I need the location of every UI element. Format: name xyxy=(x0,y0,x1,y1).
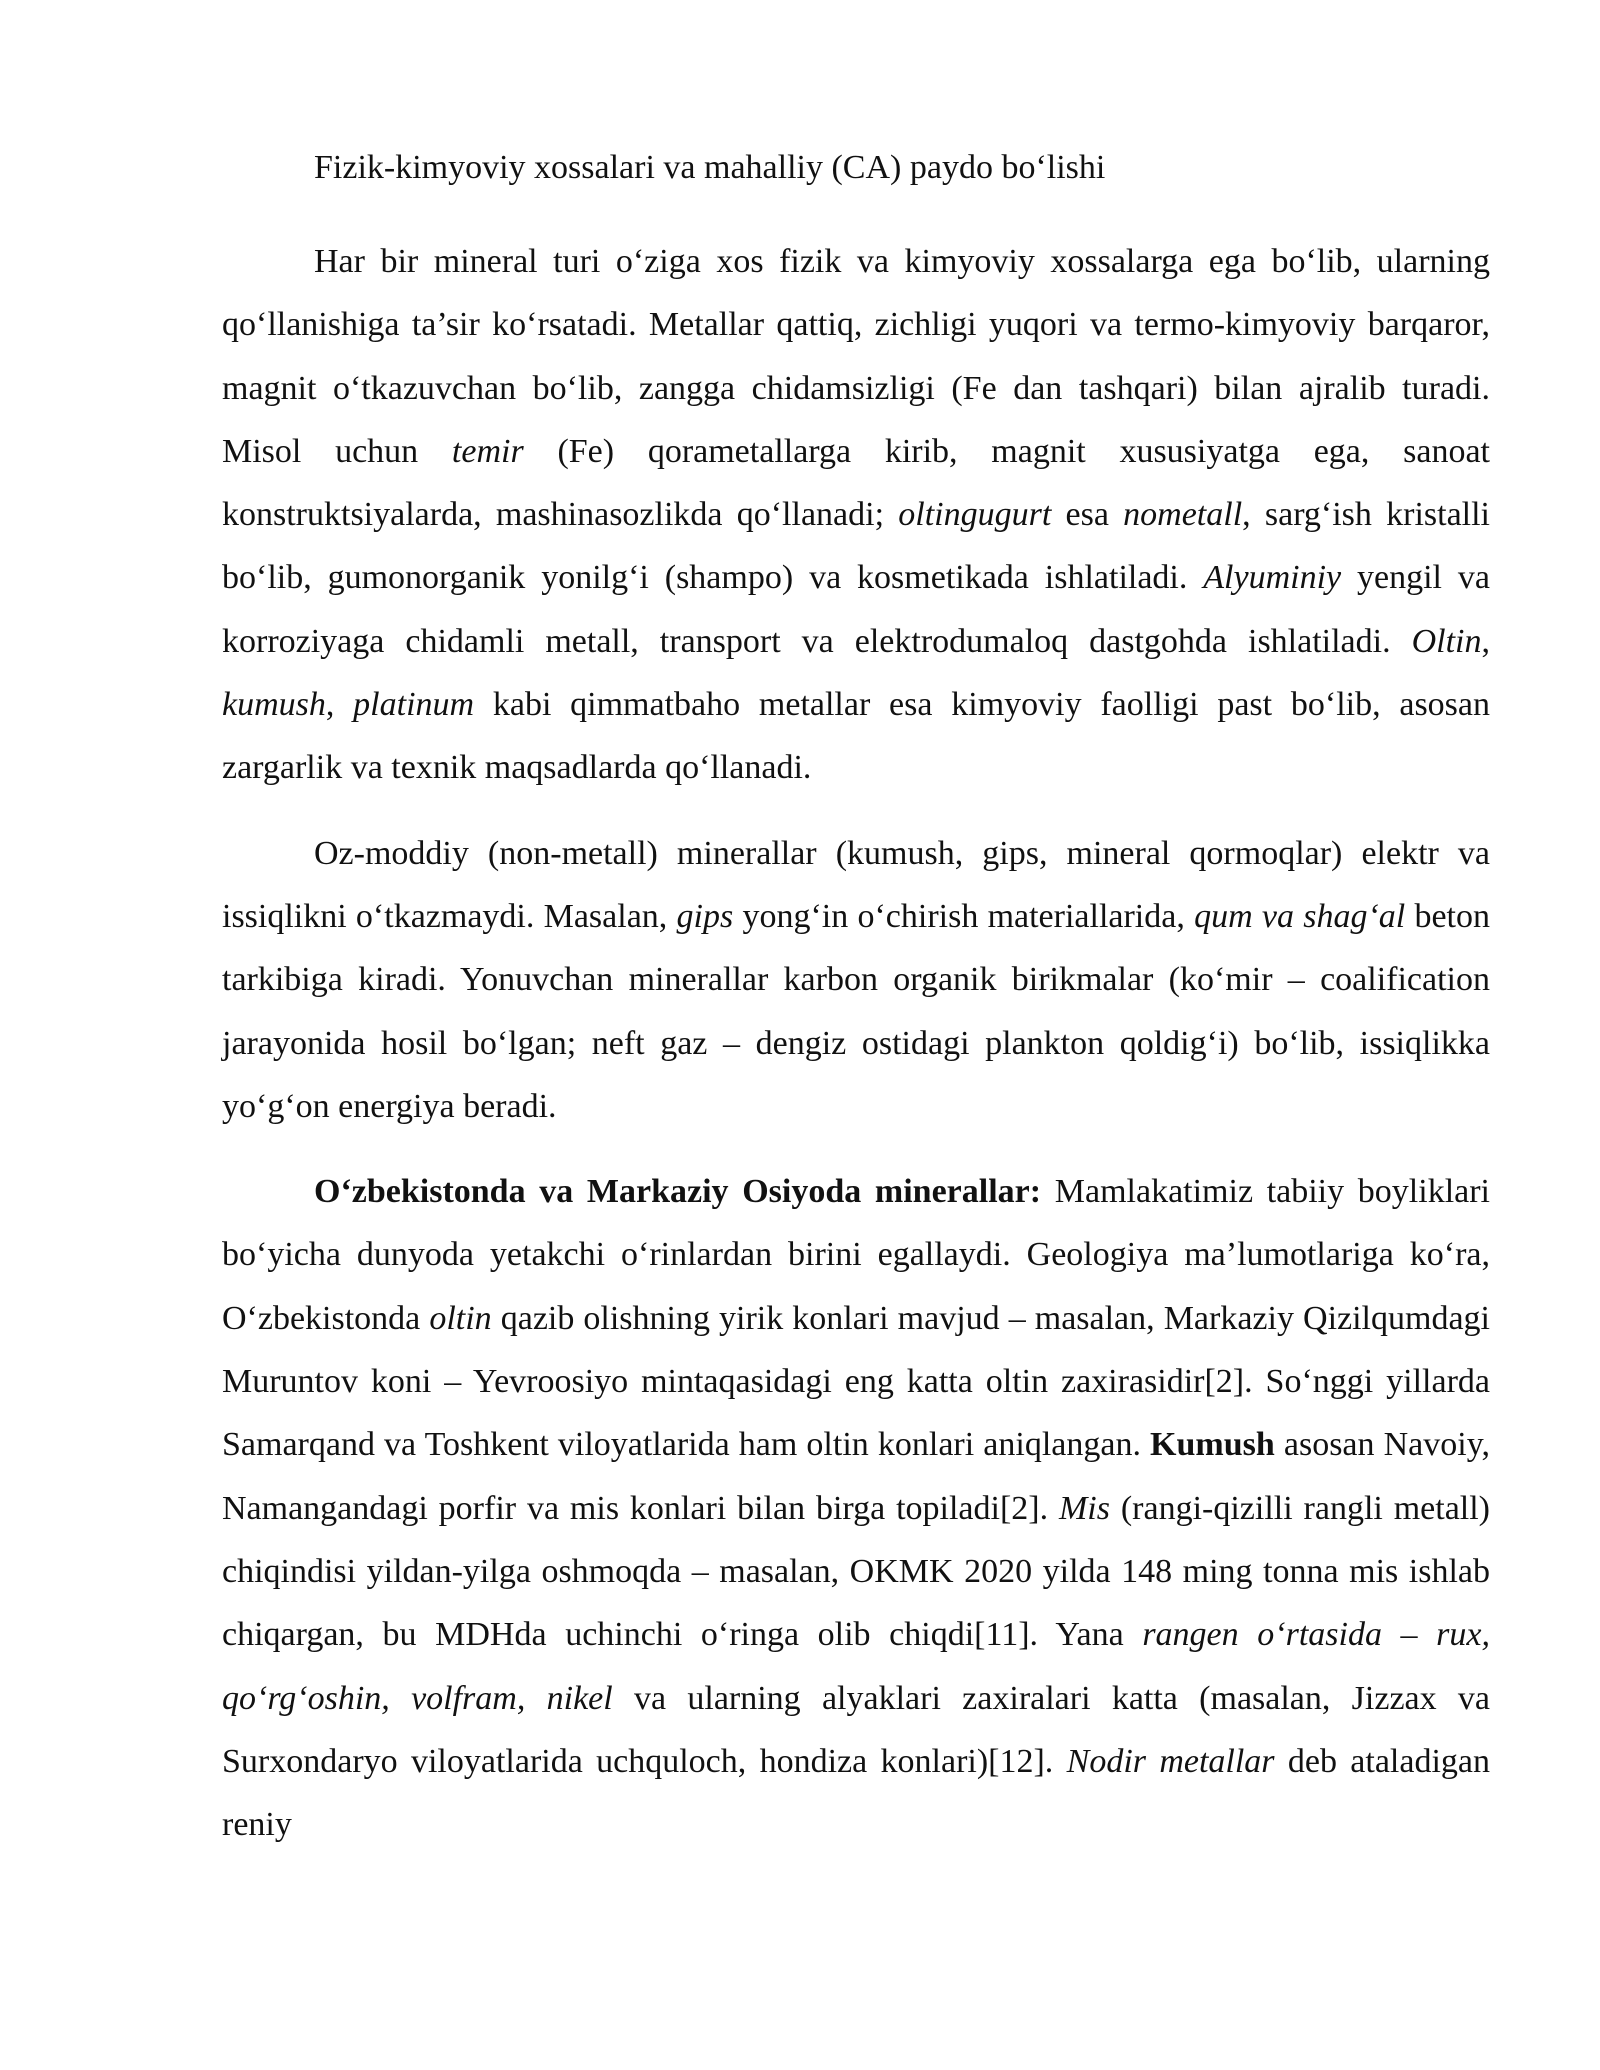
italic-term-oltingugurt: oltingugurt xyxy=(898,496,1052,534)
paragraph-nonmetal xyxy=(222,822,1490,1138)
text-run: yong‘in o‘chirish materiallarida, xyxy=(733,897,1195,935)
text-run: Har bir mineral turi o‘ziga xos fizik va kimyoviy xossalarga ega bo‘lib, ularning qo‘llanishiga ta’sir ko‘rsatadi. Metallar qattiq, zichligi yuqori va termo-kimyoviy barqaror, magnit o‘tkazuvchan bo‘lib, zangga chidamsizligi (Fe dan tashqari) bilan ajralib turadi. Misol uchun xyxy=(222,243,1490,470)
italic-term-oltin: oltin xyxy=(429,1299,492,1337)
text-run: beton tarkibiga kiradi. Yonuvchan minerallar karbon organik birikmalar (ko‘mir – coalification jarayonida hosil bo‘lgan; neft gaz – dengiz ostidagi plankton qoldig‘i) bo‘lib, issiqlikka yo‘g‘on energiya beradi. xyxy=(222,897,1490,1125)
italic-term-platinum: platinum xyxy=(353,686,475,724)
bold-subheading: O‘zbekistonda va Markaziy Osiyoda minerallar: xyxy=(314,1173,1042,1211)
text-run: qazib olishning yirik konlari mavjud – masalan, Markaziy Qizilqumdagi Muruntov koni – Yevroosiyo mintaqasidagi eng katta oltin zaxirasidir[2]. So‘nggi yillarda Samarqand va Toshkent viloyatlarida ham oltin konlari aniqlangan. xyxy=(222,1299,1490,1464)
text-run: yengil va korroziyaga chidamli metall, transport va elektrodumaloq dastgohda ishlatiladi. xyxy=(222,559,1490,660)
text-run: asosan Navoiy, Namangandagi porfir va mis konlari bilan birga topiladi[2]. xyxy=(222,1426,1491,1527)
text-run: , xyxy=(325,686,354,724)
text-run: Oz-moddiy (non-metall) minerallar (kumush, gips, mineral qormoqlar) elektr va issiqlikni o‘tkazmaydi. Masalan, xyxy=(222,834,1490,935)
document-page xyxy=(222,140,1490,1878)
text-run: deb ataladigan reniy xyxy=(222,1742,1490,1844)
bold-term-kumush: Kumush xyxy=(1150,1426,1275,1464)
paragraph-properties xyxy=(222,230,1490,800)
text-run: (rangi-qizilli rangli metall) chiqindisi yildan-yilga oshmoqda – masalan, OKMK 2020 yilda 148 ming tonna mis ishlab chiqargan, bu MDHda uchinchi o‘ringa olib chiqdi[11]. Yana xyxy=(222,1489,1491,1654)
text-run: va ularning alyaklari zaxiralari katta (masalan, Jizzax va Surxondaryo viloyatlarida uchquloch, hondiza konlari)[12]. xyxy=(222,1679,1491,1780)
italic-term-oltin: Oltin xyxy=(1411,622,1482,660)
italic-term-mis: Mis xyxy=(1058,1489,1110,1527)
italic-term-nometall: nometall xyxy=(1123,496,1243,534)
text-run: , sarg‘ish kristalli bo‘lib, gumonorganik yonilg‘i (shampo) va kosmetikada ishlatiladi. xyxy=(222,496,1490,597)
italic-term-alyuminiy: Alyuminiy xyxy=(1203,559,1342,597)
text-run: kabi qimmatbaho metallar esa kimyoviy faolligi past bo‘lib, asosan zargarlik va texnik maqsadlarda qo‘llanadi. xyxy=(222,686,1491,787)
italic-term-rangen: rangen o‘rtasida – rux, qo‘rg‘oshin, volfram, nikel xyxy=(222,1616,1490,1717)
text-run: (Fe) qorametallarga kirib, magnit xususiyatga ega, sanoat konstruktsiyalarda, mashinasozlikda qo‘llanadi; xyxy=(222,432,1490,534)
paragraph-uzbekistan xyxy=(222,1160,1490,1856)
italic-term-qum-shagal: qum va shag‘al xyxy=(1194,897,1406,935)
italic-term-temir: temir xyxy=(451,432,524,470)
text-run: , xyxy=(1481,622,1490,660)
section-heading: Fizik-kimyoviy xossalari va mahalliy (CA) paydo bo‘lishi xyxy=(314,149,1106,186)
italic-term-kumush: kumush xyxy=(222,686,326,724)
text-run: Mamlakatimiz tabiiy boyliklari bo‘yicha dunyoda yetakchi o‘rinlardan birini egallaydi. Geologiya ma’lumotlariga ko‘ra, O‘zbekistonda xyxy=(222,1173,1490,1337)
italic-term-nodir-metallar: Nodir metallar xyxy=(1066,1742,1275,1780)
italic-term-gips: gips xyxy=(676,897,734,935)
text-run: esa xyxy=(1051,496,1124,534)
